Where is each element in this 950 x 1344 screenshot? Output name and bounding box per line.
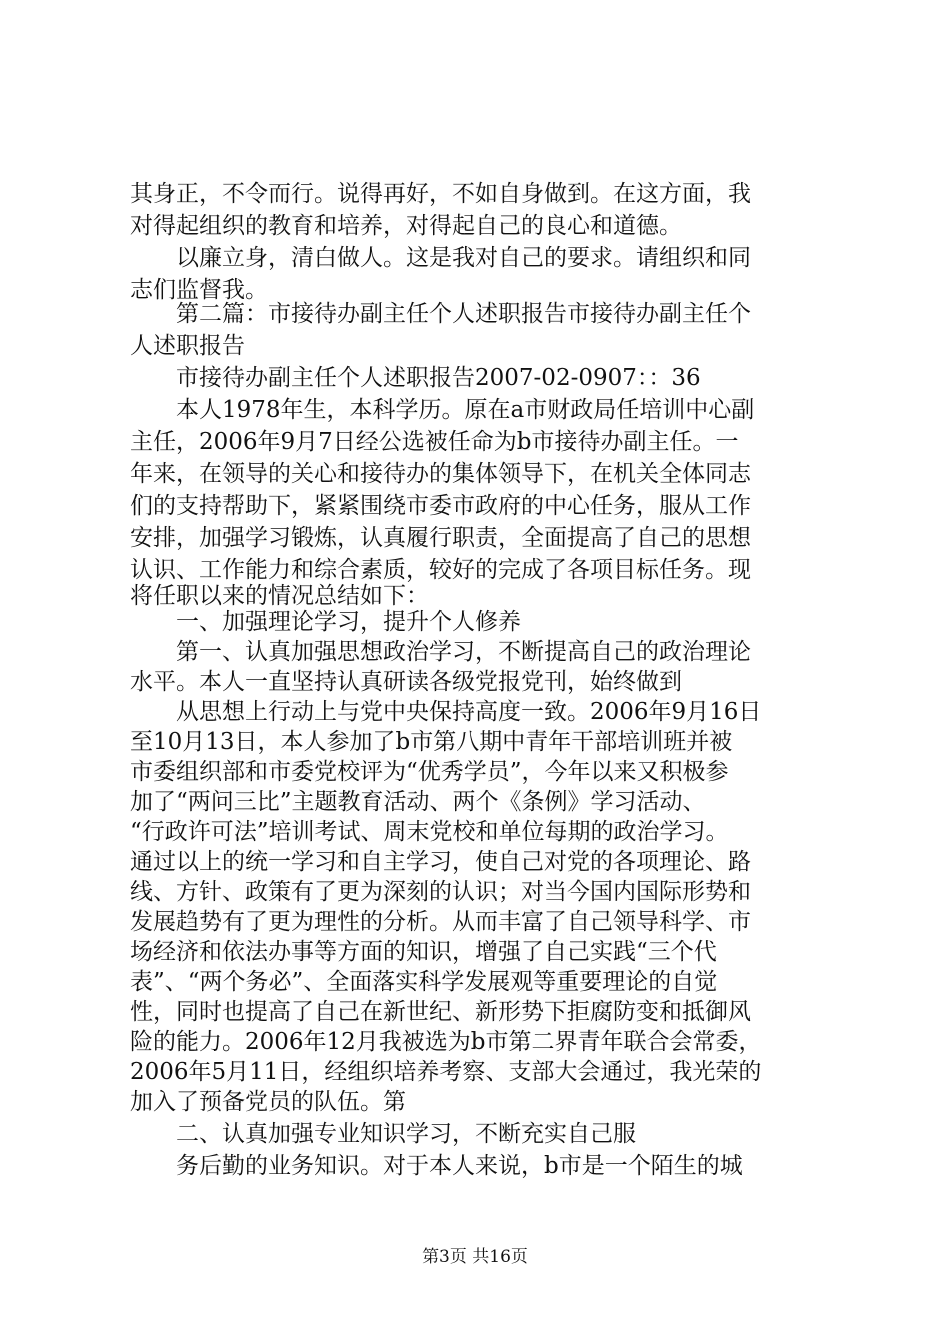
- text-line: 将任职以来的情况总结如下：: [130, 583, 429, 609]
- text-line: 第二篇：市接待办副主任个人述职报告市接待办副主任个: [130, 301, 751, 327]
- text-line: 务后勤的业务知识。对于本人来说，b市是一个陌生的城: [130, 1153, 743, 1179]
- text-line: 们的支持帮助下，紧紧围绕市委市政府的中心任务，服从工作: [130, 493, 751, 519]
- text-line: 加入了预备党员的队伍。第: [130, 1089, 406, 1115]
- text-line: 一、加强理论学习，提升个人修养: [130, 609, 521, 635]
- text-line: 对得起组织的教育和培养，对得起自己的良心和道德。: [130, 213, 682, 239]
- text-line: “行政许可法”培训考试、周末党校和单位每期的政治学习。: [130, 819, 729, 845]
- text-line: 市接待办副主任个人述职报告2007-02-0907：：36: [130, 365, 701, 391]
- text-line: 主任，2006年9月7日经公选被任命为b市接待办副主任。一: [130, 429, 739, 455]
- text-line: 2006年5月11日，经组织培养考察、支部大会通过，我光荣的: [130, 1059, 762, 1085]
- text-line: 线、方针、政策有了更为深刻的认识；对当今国内国际形势和: [130, 879, 751, 905]
- text-line: 以廉立身，清白做人。这是我对自己的要求。请组织和同: [130, 245, 751, 271]
- text-line: 发展趋势有了更为理性的分析。从而丰富了自己领导科学、市: [130, 909, 751, 935]
- text-line: 第一、认真加强思想政治学习，不断提高自己的政治理论: [130, 639, 751, 665]
- text-line: 年来，在领导的关心和接待办的集体领导下，在机关全体同志: [130, 461, 751, 487]
- text-line: 安排，加强学习锻炼，认真履行职责，全面提高了自己的思想: [130, 525, 751, 551]
- text-line: 人述职报告: [130, 333, 245, 359]
- text-line: 本人1978年生，本科学历。原在a市财政局任培训中心副: [130, 397, 755, 423]
- text-line: 场经济和依法办事等方面的知识，增强了自己实践“三个代: [130, 939, 717, 965]
- text-line: 认识、工作能力和综合素质，较好的完成了各项目标任务。现: [130, 557, 751, 583]
- text-line: 二、认真加强专业知识学习，不断充实自己服: [130, 1121, 636, 1147]
- text-line: 水平。本人一直坚持认真研读各级党报党刊，始终做到: [130, 669, 682, 695]
- text-line: 通过以上的统一学习和自主学习，使自己对党的各项理论、路: [130, 849, 751, 875]
- text-line: 其身正，不令而行。说得再好，不如自身做到。在这方面，我: [130, 181, 751, 207]
- text-line: 市委组织部和市委党校评为“优秀学员”，今年以来又积极参: [130, 759, 729, 785]
- text-line: 至10月13日，本人参加了b市第八期中青年干部培训班并被: [130, 729, 733, 755]
- text-line: 志们监督我。: [130, 277, 268, 303]
- text-line: 险的能力。2006年12月我被选为b市第二界青年联合会常委，: [130, 1029, 762, 1055]
- page-number-footer: 第3页 共16页: [422, 1247, 528, 1267]
- text-line: 表”、“两个务必”、全面落实科学发展观等重要理论的自觉: [130, 969, 718, 995]
- text-line: 性，同时也提高了自己在新世纪、新形势下拒腐防变和抵御风: [130, 999, 751, 1025]
- text-line: 从思想上行动上与党中央保持高度一致。2006年9月16日: [130, 699, 762, 725]
- text-line: 加了“两问三比”主题教育活动、两个《条例》学习活动、: [130, 789, 706, 815]
